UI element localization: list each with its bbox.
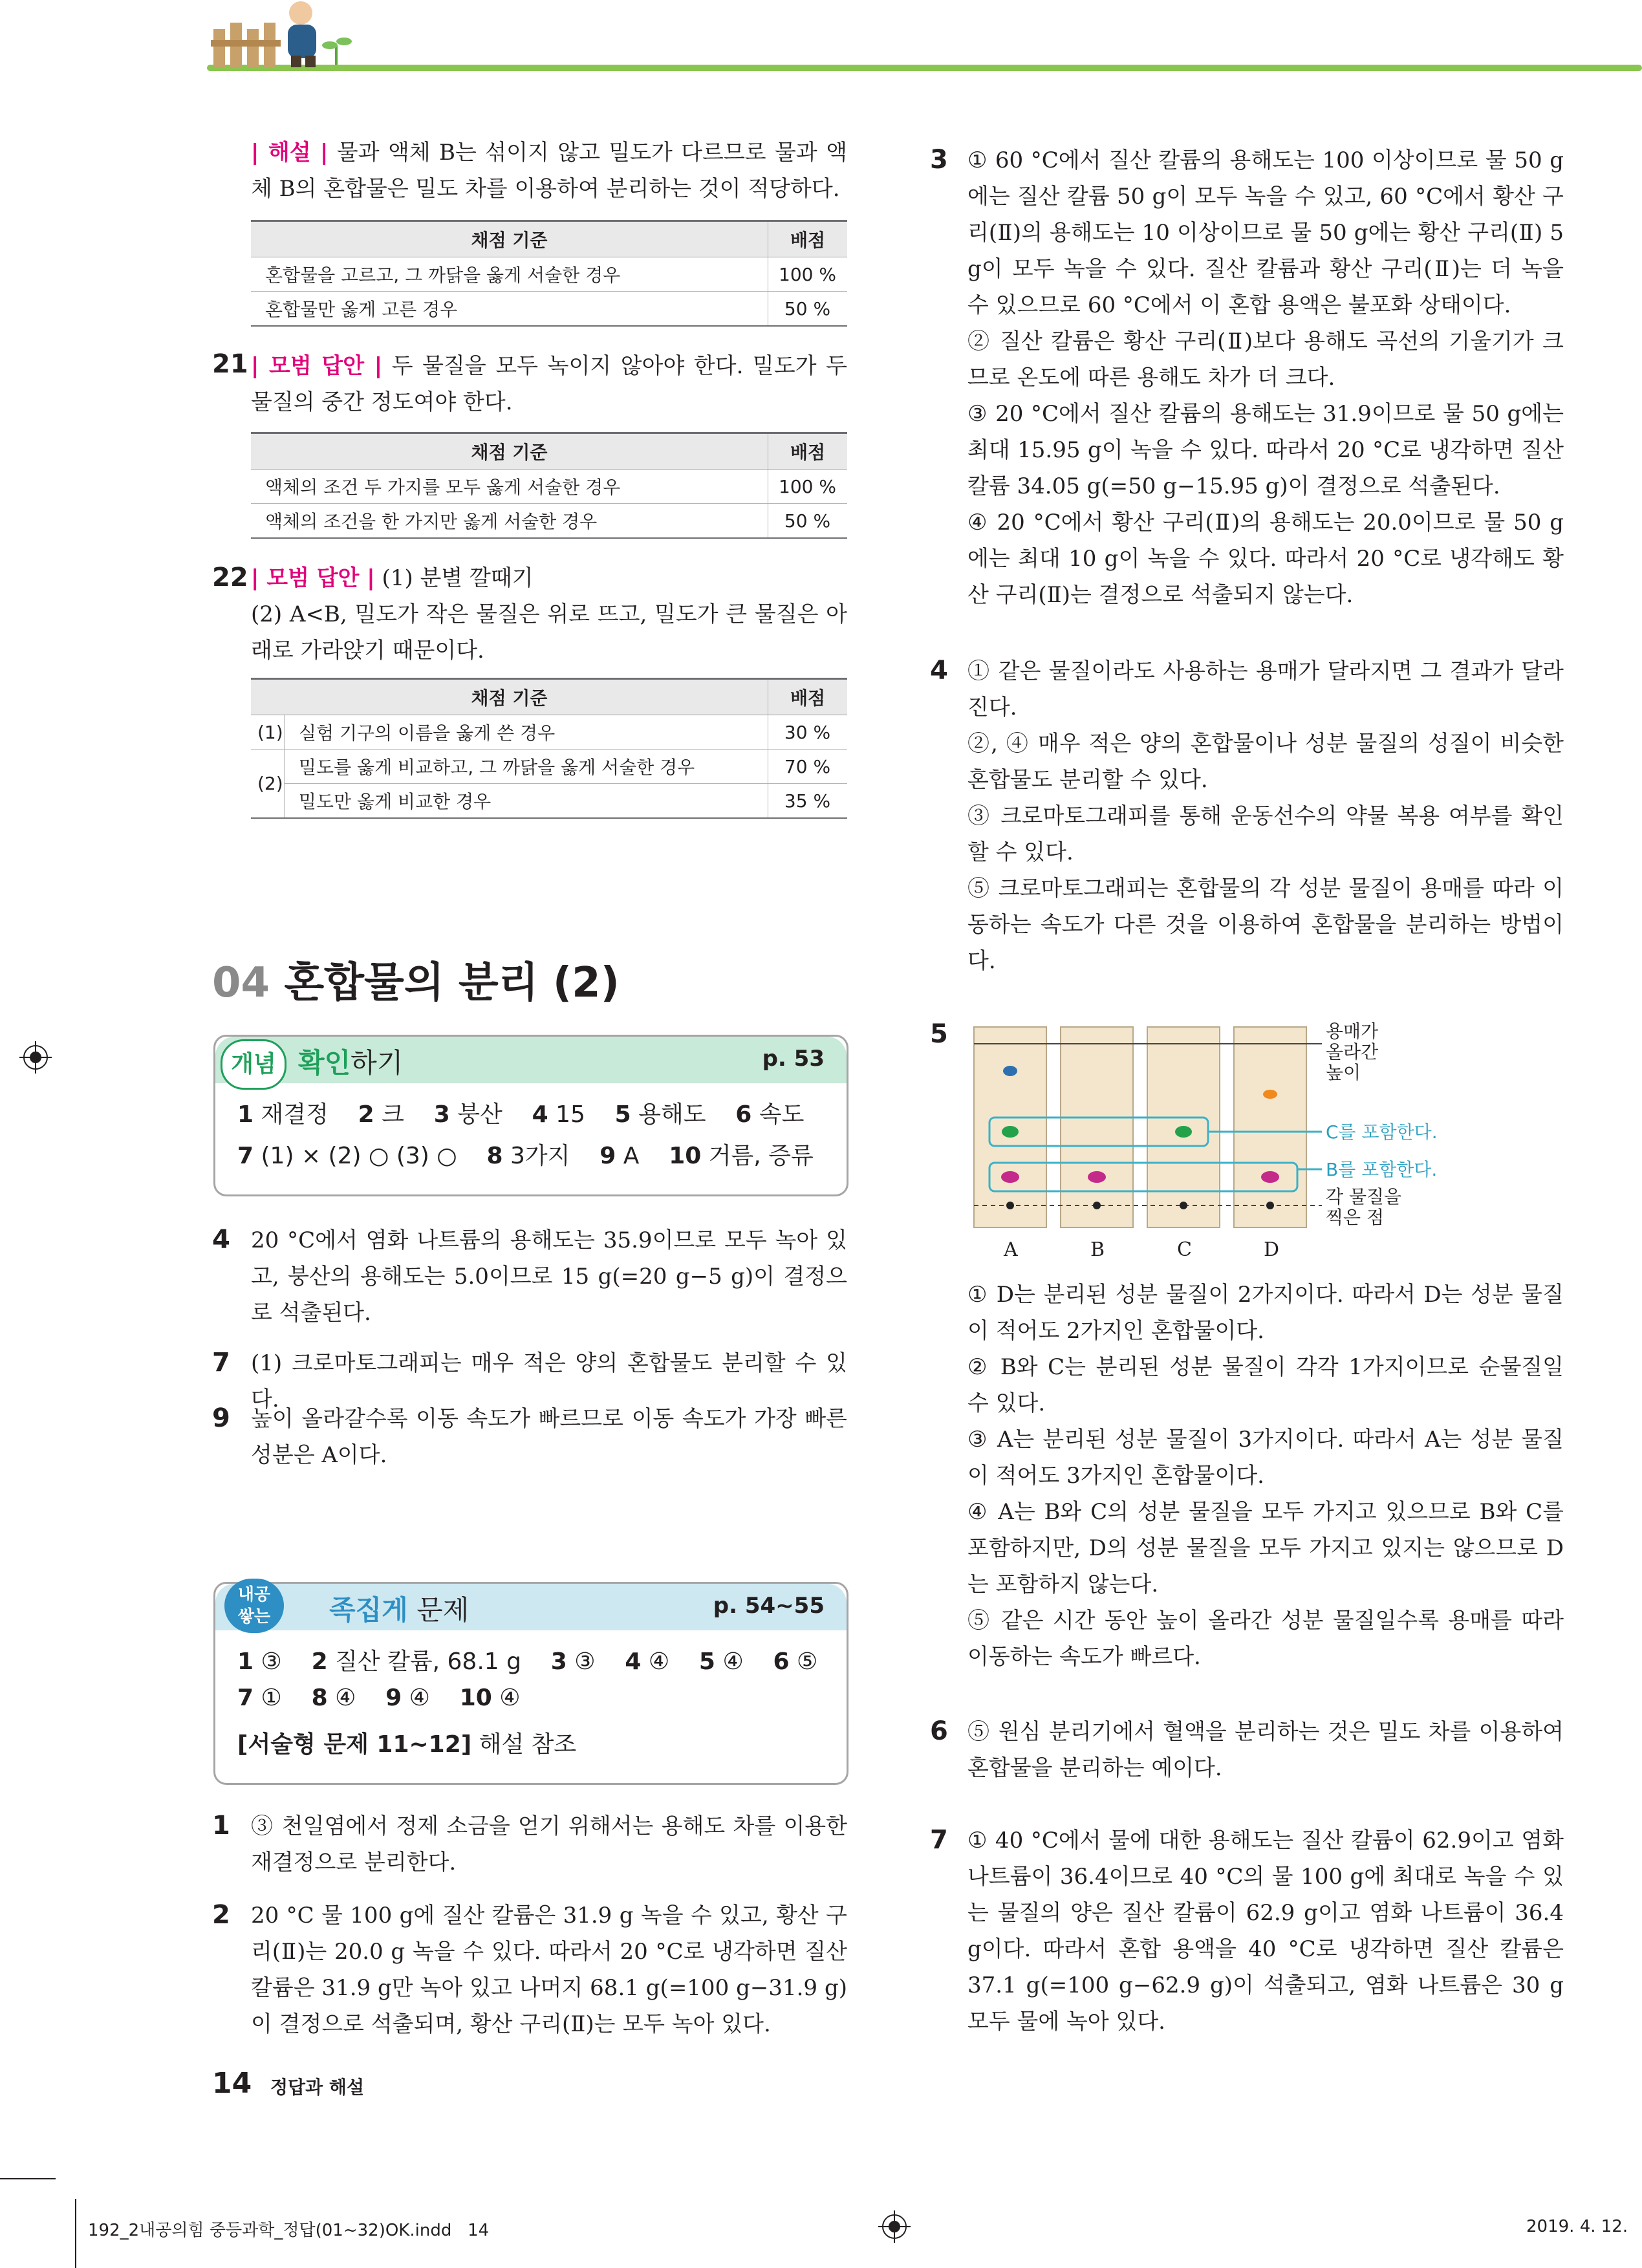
answer-line-2: [237, 1138, 814, 1171]
box-title: [298, 1042, 403, 1081]
answer-5-part-1: ① D는 분리된 성분 물질이 2가지이다. 따라서 D는 성분 물질이 적어도 2가지인 혼합물이다.: [967, 1282, 1564, 1344]
points-cell: 30 %: [768, 715, 848, 750]
table-header-criteria: 채점 기준: [251, 433, 768, 470]
spot-magenta: [1088, 1171, 1106, 1183]
sprout-icon: [322, 38, 352, 65]
answer-text: (1) × (2) ○ (3) ○: [261, 1143, 457, 1169]
question-number: 5: [930, 1019, 948, 1049]
answer-text: 질산 칼륨, 68.1 g: [335, 1648, 521, 1675]
answer-text: 재결정: [261, 1101, 329, 1128]
answer-2: 20 °C 물 100 g에 질산 칼륨은 31.9 g 녹을 수 있고, 황산 구리(Ⅱ)는 20.0 g 녹을 수 있다. 따라서 20 °C로 냉각하면 질산 칼륨은 31.9 g만 녹아 있고 나머지 68.1 g(=100 g−31.9 g)이 결정으로 석출되며, 황산 구리(Ⅱ)는 모두 녹아 있다.: [251, 1903, 847, 2037]
answer-line-3: [237, 1726, 576, 1759]
answer-num: 4: [532, 1101, 548, 1128]
descriptive-label: [서술형 문제 11~12]: [237, 1731, 472, 1758]
answer-text: ③: [261, 1648, 282, 1675]
strip-label: B: [1090, 1238, 1105, 1261]
answer-3-part-3: ③ 20 °C에서 질산 칼륨의 용해도는 31.9이므로 물 50 g에는 최대 15.95 g이 녹을 수 있다. 따라서 20 °C로 냉각하면 질산 칼륨 34.05 g(=50 g−15.95 g)이 결정으로 석출된다.: [967, 401, 1564, 499]
answer-num: 2: [358, 1101, 374, 1128]
answer-line-1: (1) 분별 깔때기: [382, 565, 534, 591]
table-header-criteria: 채점 기준: [251, 221, 768, 257]
table-header-criteria: 채점 기준: [251, 679, 768, 715]
answer-text: ⑤: [797, 1648, 818, 1675]
points-cell: 35 %: [768, 784, 848, 819]
paper-strips: [974, 1027, 1306, 1227]
answer-4-part-3: ③ 크로마토그래피를 통해 운동선수의 약물 복용 여부를 확인할 수 있다.: [967, 803, 1564, 865]
answer-5: [967, 1277, 1564, 1675]
explanation-9: 높이 올라갈수록 이동 속도가 빠르므로 이동 속도가 가장 빠른 성분은 A이다.: [251, 1406, 847, 1468]
chromatography-diagram: [967, 1015, 1459, 1268]
answer-text: ④: [648, 1648, 670, 1675]
answer-num: 9: [385, 1685, 402, 1711]
answer-5-part-2: ② B와 C는 분리된 성분 물질이 각각 1가지이므로 순물질일 수 있다.: [967, 1354, 1564, 1416]
points-cell: 50 %: [768, 504, 848, 539]
answer-num: 2: [311, 1648, 328, 1675]
answer-6: ⑤ 원심 분리기에서 혈액을 분리하는 것은 밀도 차를 이용하여 혼합물을 분리하는 예이다.: [967, 1719, 1564, 1781]
answer-num: 5: [698, 1648, 715, 1675]
spot-green: [1002, 1126, 1019, 1138]
model-answer-label: | 모범 답안 |: [251, 565, 375, 591]
explanation-q20: [251, 135, 847, 207]
descriptive-note: 해설 참조: [471, 1731, 577, 1758]
table-row: [251, 257, 847, 292]
grading-table-3: [251, 678, 847, 819]
registration-mark-icon: [878, 2210, 911, 2245]
answer-text: 크: [382, 1101, 404, 1128]
answer-num: 5: [614, 1101, 631, 1128]
section-title: [212, 949, 620, 1009]
answer-text: ①: [261, 1685, 282, 1711]
model-answer-label: | 모범 답안 |: [251, 353, 383, 379]
question-number: 7: [212, 1348, 230, 1377]
answer-text: ④: [722, 1648, 744, 1675]
header-illustration: [188, 0, 1642, 91]
points-cell: 100 %: [768, 257, 848, 292]
answer-q22: [251, 560, 847, 669]
concept-badge: 개념: [221, 1039, 286, 1090]
badge-bottom: 쌓는: [237, 1607, 271, 1626]
row-key: (2): [251, 750, 285, 819]
box-title-rest: 문제: [407, 1594, 470, 1626]
answer-line-2: [237, 1685, 521, 1711]
answer-4-part-2: ②, ④ 매우 적은 양의 혼합물이나 성분 물질의 성질이 비슷한 혼합물도 분리할 수 있다.: [967, 731, 1564, 793]
table-row: [251, 292, 847, 327]
answer-1: ③ 천일염에서 정제 소금을 얻기 위해서는 용해도 차를 이용한 재결정으로 분리한다.: [251, 1813, 847, 1875]
answer-num: 7: [237, 1143, 254, 1169]
answer-3: [967, 142, 1564, 613]
answer-text: 거름, 증류: [708, 1143, 814, 1169]
answer-line-2: (2) A<B, 밀도가 작은 물질은 위로 뜨고, 밀도가 큰 물질은 아래로 가라앉기 때문이다.: [251, 601, 847, 664]
label-solvent-1: 용매가: [1326, 1021, 1379, 1042]
explanation-4: 20 °C에서 염화 나트륨의 용해도는 35.9이므로 모두 녹아 있고, 붕산의 용해도는 5.0이므로 15 g(=20 g−5 g)이 결정으로 석출된다.: [251, 1227, 847, 1326]
spot-blue: [1003, 1066, 1017, 1076]
answer-num: 10: [459, 1685, 492, 1711]
answer-5-part-5: ⑤ 같은 시간 동안 높이 올라간 성분 물질일수록 용매를 따라 이동하는 속도가 빠르다.: [967, 1608, 1564, 1670]
box-title: [329, 1589, 469, 1628]
question-number: 7: [930, 1825, 948, 1855]
answer-text: A: [623, 1143, 640, 1169]
file-info: 192_2내공의힘 중등과학_정답(01~32)OK.indd 14: [88, 2221, 490, 2240]
answer-text: 3가지: [510, 1143, 570, 1169]
table-row: [251, 470, 847, 504]
answer-text: 15: [556, 1101, 585, 1128]
criteria-cell: 혼합물을 고르고, 그 까닭을 옳게 서술한 경우: [251, 257, 768, 292]
label-contains-b: B를 포함한다.: [1326, 1159, 1438, 1180]
box-page: p. 53: [762, 1046, 825, 1072]
answer-num: 3: [550, 1648, 567, 1675]
answer-num: 9: [600, 1143, 616, 1169]
label-spot-1: 각 물질을: [1326, 1186, 1402, 1207]
answer-text: 두 물질을 모두 녹이지 않아야 한다. 밀도가 두 물질의 중간 정도여야 한다.: [251, 353, 847, 415]
criteria-cell: 밀도만 옳게 비교한 경우: [285, 784, 768, 819]
box-page: p. 54~55: [713, 1593, 825, 1619]
concept-check-box: [213, 1035, 848, 1196]
label-solvent-3: 높이: [1326, 1062, 1361, 1083]
explanation-7: (1) 크로마토그래피는 매우 적은 양의 혼합물도 분리할 수 있다.: [251, 1350, 847, 1412]
header-decoration: [188, 0, 1642, 91]
print-date: 2019. 4. 12.: [1526, 2217, 1628, 2236]
label-contains-c: C를 포함한다.: [1326, 1121, 1438, 1143]
answer-num: 1: [237, 1101, 254, 1128]
strip-label: A: [1004, 1238, 1018, 1261]
grading-table-2: [251, 432, 847, 539]
answer-5-part-3: ③ A는 분리된 성분 물질이 3가지이다. 따라서 A는 성분 물질이 적어도 3가지인 혼합물이다.: [967, 1427, 1564, 1489]
crop-mark: [0, 2178, 56, 2179]
box-title-highlight: 확인: [298, 1047, 351, 1079]
answer-text: ④: [409, 1685, 430, 1711]
badge-top: 내공: [237, 1585, 271, 1604]
explain-label: | 해설 |: [251, 140, 329, 166]
points-cell: 100 %: [768, 470, 848, 504]
practice-badge: [224, 1579, 284, 1633]
strip-label: C: [1177, 1238, 1192, 1261]
row-key: (1): [251, 715, 285, 750]
answer-4-part-1: ① 같은 물질이라도 사용하는 용매가 달라지면 그 결과가 달라진다.: [967, 658, 1564, 720]
answer-text: 속도: [759, 1101, 805, 1128]
question-number: 4: [212, 1225, 230, 1255]
answer-4-part-4: ⑤ 크로마토그래피는 혼합물의 각 성분 물질이 용매를 따라 이동하는 속도가 다른 것을 이용하여 혼합물을 분리하는 방법이다.: [967, 876, 1564, 974]
answer-7: ① 40 °C에서 물에 대한 용해도는 질산 칼륨이 62.9이고 염화 나트륨이 36.4이므로 40 °C의 물 100 g에 최대로 녹을 수 있는 물질의 양은 질산 칼륨이 62.9 g이고 염화 나트륨이 36.4 g이다. 따라서 혼합 용액을 40 °C로 냉각하면 질산 칼륨은 37.1 g(=100 g−62.9 g)이 석출되고, 염화 나트륨은 30 g 모두 물에 녹아 있다.: [967, 1828, 1564, 2035]
points-cell: 50 %: [768, 292, 848, 327]
table-header-points: 배점: [768, 221, 848, 257]
table-row: [251, 715, 847, 750]
points-cell: 70 %: [768, 750, 848, 784]
answer-line-1: [237, 1643, 817, 1676]
explain-text: 물과 액체 B는 섞이지 않고 밀도가 다르므로 물과 액체 B의 혼합물은 밀도 차를 이용하여 분리하는 것이 적당하다.: [251, 140, 848, 202]
table-row: [251, 750, 847, 784]
answer-num: 1: [237, 1648, 254, 1675]
answer-num: 4: [625, 1648, 642, 1675]
answer-num: 3: [433, 1101, 450, 1128]
page-number: 14: [212, 2067, 252, 2100]
label-solvent-2: 올라간: [1326, 1041, 1379, 1063]
criteria-cell: 실험 기구의 이름을 옳게 쓴 경우: [285, 715, 768, 750]
question-number: 2: [212, 1900, 230, 1930]
answer-num: 10: [669, 1143, 702, 1169]
criteria-cell: 혼합물만 옳게 고른 경우: [251, 292, 768, 327]
spot-magenta: [1001, 1171, 1019, 1183]
spot-orange: [1263, 1090, 1277, 1099]
label-spot-2: 찍은 점: [1326, 1207, 1385, 1228]
answer-text: ④: [499, 1685, 521, 1711]
criteria-cell: 밀도를 옳게 비교하고, 그 까닭을 옳게 서술한 경우: [285, 750, 768, 784]
answer-3-part-2: ② 질산 칼륨은 황산 구리(Ⅱ)보다 용해도 곡선의 기울기가 크므로 온도에 따른 용해도 차가 더 크다.: [967, 329, 1564, 391]
criteria-cell: 액체의 조건을 한 가지만 옳게 서술한 경우: [251, 504, 768, 539]
section-name: 혼합물의 분리 (2): [284, 959, 620, 1007]
table-header-points: 배점: [768, 679, 848, 715]
answer-num: 8: [486, 1143, 503, 1169]
page-label: 정답과 해설: [270, 2077, 364, 2098]
answer-num: 6: [735, 1101, 752, 1128]
answer-text: ③: [574, 1648, 596, 1675]
question-number: 9: [212, 1403, 230, 1433]
practice-problems-box: [213, 1582, 848, 1785]
fence-icon: [211, 23, 281, 68]
question-number-22: 22: [212, 563, 248, 592]
spot-magenta: [1261, 1171, 1279, 1183]
answer-num: 8: [311, 1685, 328, 1711]
answer-num: 7: [237, 1685, 254, 1711]
answer-q21: [251, 348, 847, 420]
registration-mark-icon: [19, 1041, 52, 1076]
answer-3-part-4: ④ 20 °C에서 황산 구리(Ⅱ)의 용해도는 20.0이므로 물 50 g에는 최대 10 g이 녹을 수 있다. 따라서 20 °C로 냉각해도 황산 구리(Ⅱ)는 결정으로 석출되지 않는다.: [967, 510, 1564, 608]
table-header-points: 배점: [768, 433, 848, 470]
question-number-21: 21: [212, 349, 248, 379]
question-number: 3: [930, 145, 948, 175]
chromatography-svg: [967, 1015, 1459, 1268]
farmer-icon: [288, 1, 316, 67]
answer-text: 붕산: [457, 1101, 502, 1128]
answer-text: 용해도: [638, 1101, 706, 1128]
question-number: 1: [212, 1811, 230, 1841]
answer-3-part-1: ① 60 °C에서 질산 칼륨의 용해도는 100 이상이므로 물 50 g에는 질산 칼륨 50 g이 모두 녹을 수 있고, 60 °C에서 황산 구리(Ⅱ)의 용해도는 10 이상이므로 물 50 g에는 황산 구리(Ⅱ) 5 g이 모두 녹을 수 있다. 질산 칼륨과 황산 구리(Ⅱ)는 더 녹을 수 있으므로 60 °C에서 이 혼합 용액은 불포화 상태이다.: [967, 147, 1564, 318]
answer-num: 6: [773, 1648, 790, 1675]
question-number: 6: [930, 1716, 948, 1746]
box-title-highlight: 족집게: [329, 1594, 408, 1626]
strip-label: D: [1264, 1238, 1280, 1261]
spot-green: [1175, 1126, 1192, 1138]
crop-mark: [75, 2199, 76, 2268]
section-number: 04: [212, 959, 270, 1007]
criteria-cell: 액체의 조건 두 가지를 모두 옳게 서술한 경우: [251, 470, 768, 504]
answer-line-1: [237, 1096, 804, 1129]
box-header: [215, 1584, 847, 1630]
box-header: [215, 1037, 847, 1083]
table-row: [251, 504, 847, 539]
answer-5-part-4: ④ A는 B와 C의 성분 물질을 모두 가지고 있으므로 B와 C를 포함하지만, D의 성분 물질을 모두 가지고 있지는 않으므로 D는 포함하지 않는다.: [967, 1499, 1564, 1597]
answer-4: [967, 653, 1564, 979]
question-number: 4: [930, 656, 948, 686]
answer-text: ④: [335, 1685, 356, 1711]
table-row: [251, 784, 847, 819]
box-title-rest: 하기: [351, 1047, 404, 1079]
grading-table-1: [251, 220, 847, 327]
